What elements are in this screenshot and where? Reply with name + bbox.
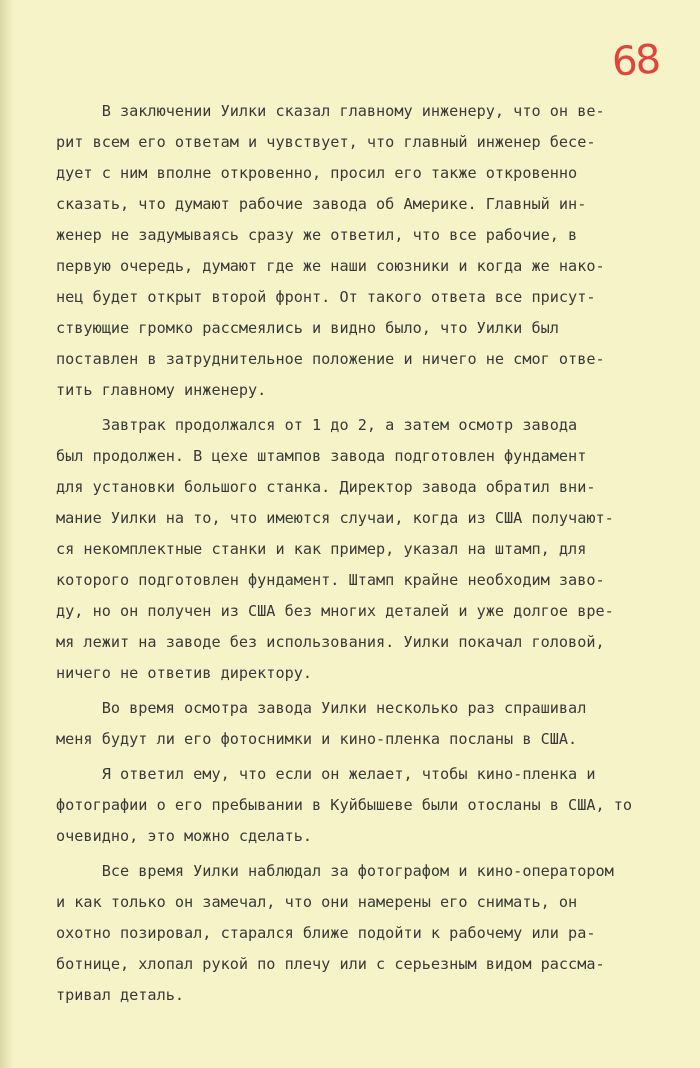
handwritten-page-number: 68 bbox=[610, 36, 661, 86]
text-line: мание Уилки на то, что имеются случаи, когда из США получают- bbox=[56, 509, 614, 527]
paragraph bbox=[56, 410, 696, 689]
text-line: поставлен в затруднительное положение и ничего не смог отве- bbox=[56, 350, 605, 368]
text-line: Завтрак продолжался от 1 до 2, а затем осмотр завода bbox=[56, 416, 578, 434]
text-line: Во время осмотра завода Уилки несколько раз спрашивал bbox=[56, 699, 587, 717]
typed-text-body bbox=[56, 96, 696, 1011]
text-line: очевидно, это можно сделать. bbox=[56, 827, 313, 845]
text-line: мя лежит на заводе без использования. Уилки покачал головой, bbox=[56, 633, 605, 651]
text-line: и как только он замечал, что они намерены его снимать, он bbox=[56, 893, 578, 911]
text-line: тить главному инженеру. bbox=[56, 381, 267, 399]
text-line: ботнице, хлопал рукой по плечу или с серьезным видом рассма- bbox=[56, 955, 605, 973]
text-line: сказать, что думают рабочие завода об Америке. Главный ин- bbox=[56, 195, 587, 213]
text-line: Все время Уилки наблюдал за фотографом и кино-оператором bbox=[56, 862, 614, 880]
text-line: рит всем его ответам и чувствует, что главный инженер бесе- bbox=[56, 133, 596, 151]
text-line: для установки большого станка. Директор завода обратил вни- bbox=[56, 478, 596, 496]
text-line: ничего не ответив директору. bbox=[56, 664, 313, 682]
paragraph bbox=[56, 693, 696, 755]
text-line: Я ответил ему, что если он желает, чтобы кино-пленка и bbox=[56, 765, 596, 783]
text-line: тривал деталь. bbox=[56, 986, 185, 1004]
text-line: первую очередь, думают где же наши союзники и когда же нако- bbox=[56, 257, 605, 275]
page-edge-shadow bbox=[0, 0, 14, 1068]
text-line: охотно позировал, старался ближе подойти к рабочему или ра- bbox=[56, 924, 596, 942]
text-line: дует с ним вполне откровенно, просил его также откровенно bbox=[56, 164, 578, 182]
text-line: ствующие громко рассмеялись и видно было, что Уилки был bbox=[56, 319, 559, 337]
text-line: В заключении Уилки сказал главному инженеру, что он ве- bbox=[56, 102, 605, 120]
text-line: которого подготовлен фундамент. Штамп крайне необходим заво- bbox=[56, 571, 605, 589]
text-line: меня будут ли его фотоснимки и кино-пленка посланы в США. bbox=[56, 730, 578, 748]
text-line: ду, но он получен из США без многих деталей и уже долгое вре- bbox=[56, 602, 614, 620]
paragraph bbox=[56, 759, 696, 852]
text-line: был продолжен. В цехе штампов завода подготовлен фундамент bbox=[56, 447, 587, 465]
text-line: ся некомплектные станки и как пример, указал на штамп, для bbox=[56, 540, 587, 558]
paragraph bbox=[56, 96, 696, 406]
text-line: женер не задумываясь сразу же ответил, что все рабочие, в bbox=[56, 226, 578, 244]
text-line: фотографии о его пребывании в Куйбышеве были отосланы в США, то bbox=[56, 796, 633, 814]
text-line: нец будет открыт второй фронт. От такого ответа все присут- bbox=[56, 288, 596, 306]
paragraph bbox=[56, 856, 696, 1011]
